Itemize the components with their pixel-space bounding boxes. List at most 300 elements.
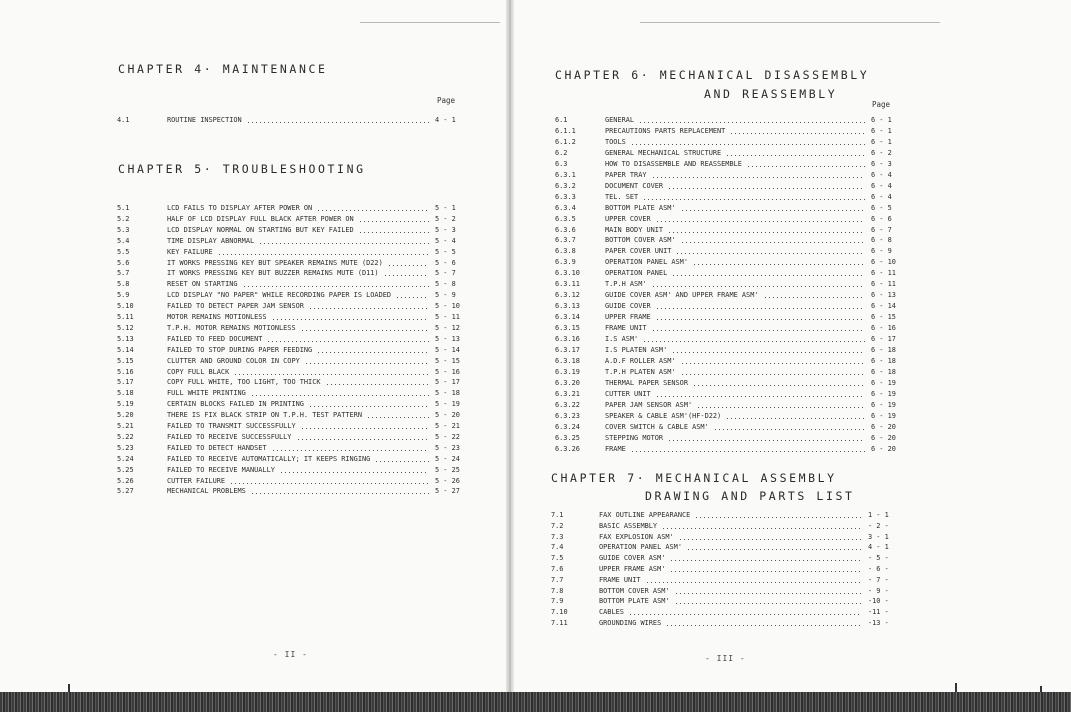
toc-entry-page: - 6 -: [868, 565, 889, 573]
toc-leader-dots: [644, 199, 865, 200]
toc-entry-title: GENERAL MECHANICAL STRUCTURE: [605, 148, 722, 157]
toc-entry: [555, 334, 901, 345]
toc-leader-dots: [682, 242, 865, 243]
toc-entry-title: DOCUMENT COVER: [605, 181, 664, 190]
toc-entry-title: SPEAKER & CABLE ASM'(HF-D22): [605, 411, 722, 420]
toc-entry-number: 6.3.6: [555, 225, 576, 234]
toc-leader-dots: [385, 275, 429, 276]
toc-entry-page: 6 - 18: [871, 345, 896, 354]
toc-entry: [117, 476, 465, 487]
toc-entry-page: 6 - 13: [871, 291, 896, 300]
toc-entry-page: 5 - 22: [435, 432, 460, 441]
toc-entry-page: - 7 -: [868, 575, 889, 584]
toc-entry-number: 6.3.5: [555, 214, 576, 223]
chapter-4-heading: CHAPTER 4· MAINTENANCE: [118, 62, 328, 76]
toc-entry-number: 7.2: [551, 521, 564, 530]
toc-leader-dots: [682, 374, 865, 375]
toc-entry-title: GENERAL: [605, 116, 635, 124]
toc-entry-number: 5.5: [117, 247, 130, 256]
toc-entry: [555, 345, 901, 356]
toc-entry-number: 7.11: [551, 619, 568, 627]
toc-leader-dots: [310, 406, 429, 407]
toc-entry: [555, 433, 901, 444]
toc-leader-dots: [682, 363, 865, 364]
toc-entry-page: 5 - 2: [435, 214, 456, 223]
toc-entry-title: KEY FAILURE: [167, 247, 213, 256]
toc-entry-title: GUIDE COVER ASM': [599, 554, 666, 563]
toc-entry-page: 6 - 19: [871, 400, 896, 409]
toc-entry-page: 5 - 26: [435, 476, 460, 485]
toc-entry-title: BOTTOM COVER ASM': [599, 586, 670, 595]
toc-entry: [117, 258, 465, 269]
toc-leader-dots: [698, 407, 865, 408]
toc-leader-dots: [669, 232, 865, 233]
toc-entry: [551, 607, 898, 618]
page-column-header: Page: [437, 96, 456, 105]
toc-entry: [551, 532, 898, 543]
toc-entry-title: CUTTER UNIT: [605, 389, 651, 398]
toc-entry: [117, 279, 465, 290]
toc-leader-dots: [644, 341, 865, 342]
chapter-7-subheading: DRAWING AND PARTS LIST: [645, 489, 855, 503]
toc-entry-page: 5 - 15: [435, 356, 460, 365]
toc-leader-dots: [680, 539, 862, 540]
toc-entry: [117, 334, 465, 345]
toc-entry: [551, 521, 898, 532]
toc-entry: [555, 235, 901, 246]
toc-entry-title: FAILED TO RECEIVE MANUALLY: [167, 465, 275, 474]
toc-entry-title: CUTTER FAILURE: [167, 476, 226, 485]
toc-entry-number: 4.1: [117, 116, 130, 124]
toc-leader-dots: [281, 472, 429, 473]
toc-entry: [117, 214, 465, 225]
toc-entry-title: MAIN BODY UNIT: [605, 225, 664, 234]
toc-entry-page: 6 - 11: [871, 269, 896, 278]
toc-entry-page: 6 - 17: [871, 335, 896, 343]
toc-leader-dots: [731, 133, 865, 134]
toc-entry-page: 5 - 9: [435, 291, 456, 300]
toc-entry: [117, 486, 465, 497]
toc-entry-number: 5.20: [117, 411, 134, 420]
toc-entry-title: I.S ASM': [605, 335, 639, 343]
toc-leader-dots: [676, 593, 862, 594]
toc-entry: [117, 388, 465, 399]
toc-entry-number: 5.24: [117, 454, 134, 463]
toc-entry-title: MOTOR REMAINS MOTIONLESS: [167, 313, 267, 321]
toc-leader-dots: [327, 384, 429, 385]
toc-entry: [555, 181, 901, 192]
toc-entry-title: UPPER FRAME ASM': [599, 565, 666, 573]
toc-entry: [555, 356, 901, 367]
toc-entry-page: - 5 -: [868, 554, 889, 563]
toc-entry-number: 5.17: [117, 378, 134, 387]
toc-entry-number: 7.10: [551, 608, 568, 617]
toc-entry-page: 6 - 15: [871, 313, 896, 322]
toc-entry-number: 6.3.19: [555, 367, 580, 376]
toc-entry-page: 6 - 1: [871, 126, 892, 135]
toc-entry-number: 6.3.11: [555, 280, 580, 289]
toc-entry-number: 5.11: [117, 313, 134, 321]
toc-leader-dots: [248, 122, 429, 123]
toc-entry: [555, 225, 901, 236]
toc-entry: [551, 618, 898, 629]
toc-entry-title: TIME DISPLAY ABNORMAL: [167, 236, 255, 245]
toc-entry-title: MECHANICAL PROBLEMS: [167, 487, 246, 496]
toc-entry-page: 6 - 3: [871, 159, 892, 168]
toc-leader-dots: [310, 308, 429, 309]
toc-entry-page: 6 - 10: [871, 258, 896, 267]
toc-leader-dots: [653, 177, 866, 178]
toc-entry: [555, 268, 901, 279]
toc-leader-dots: [688, 549, 862, 550]
toc-entry-title: PAPER TRAY: [605, 170, 647, 179]
toc-entry-number: 5.1: [117, 204, 130, 212]
toc-entry-title: FAILED TO DETECT HANDSET: [167, 443, 267, 452]
toc-entry-title: GUIDE COVER: [605, 302, 651, 311]
toc-entry-title: FRAME UNIT: [599, 575, 641, 584]
toc-entry-number: 5.26: [117, 476, 134, 485]
toc-leader-dots: [219, 254, 429, 255]
toc-entry-number: 7.5: [551, 554, 564, 563]
toc-entry-page: 5 - 11: [435, 313, 460, 321]
chapter-6-subheading: AND REASSEMBLY: [704, 87, 838, 101]
toc-entry-title: THERMAL PAPER SENSOR: [605, 378, 688, 387]
toc-leader-dots: [694, 385, 865, 386]
toc-leader-dots: [397, 297, 429, 298]
toc-entry-title: COVER SWITCH & CABLE ASM': [605, 422, 709, 431]
toc-leader-dots: [235, 374, 429, 375]
toc-entry-number: 5.3: [117, 225, 130, 234]
toc-leader-dots: [318, 352, 429, 353]
page-column-header: Page: [872, 100, 891, 109]
toc-entry: [551, 510, 898, 521]
toc-leader-dots: [671, 560, 862, 561]
toc-entry-page: 6 - 11: [871, 280, 896, 289]
toc-entry: [117, 356, 465, 367]
toc-entry-number: 7.9: [551, 597, 564, 606]
toc-entry: [555, 378, 901, 389]
toc-entry-title: FAILED TO DETECT PAPER JAM SENSOR: [167, 302, 304, 311]
toc-entry-page: 5 - 14: [435, 345, 460, 354]
toc-entry-number: 6.3.20: [555, 378, 580, 387]
toc-entry-title: BOTTOM PLATE ASM': [605, 203, 676, 212]
toc-entry-number: 5.9: [117, 291, 130, 300]
toc-entry-title: IT WORKS PRESSING KEY BUT SPEAKER REMAINS MUTE (D22): [167, 258, 383, 267]
chapter-7-heading: CHAPTER 7· MECHANICAL ASSEMBLY: [551, 471, 837, 485]
toc-leader-dots: [640, 122, 865, 123]
toc-leader-dots: [252, 395, 429, 396]
toc-entry-page: -10 -: [868, 597, 889, 606]
toc-entry-page: 6 - 19: [871, 389, 896, 398]
toc-entry-number: 5.8: [117, 280, 130, 289]
toc-entry-number: 5.18: [117, 389, 134, 398]
toc-leader-dots: [669, 188, 865, 189]
toc-entry: [117, 247, 465, 258]
toc-entry: [555, 389, 901, 400]
toc-leader-dots: [630, 614, 862, 615]
page-number-footer: - III -: [705, 654, 746, 663]
toc-entry: [551, 553, 898, 564]
top-rule: [640, 22, 940, 23]
toc-entry-title: T.P.H PLATEN ASM': [605, 367, 676, 376]
toc-entry-number: 7.3: [551, 532, 564, 541]
toc-entry-title: TOOLS: [605, 137, 626, 146]
toc-leader-dots: [676, 603, 862, 604]
toc-entry-number: 6.3.9: [555, 258, 576, 267]
toc-leader-dots: [318, 210, 429, 211]
scan-edge: [0, 692, 1071, 712]
toc-leader-dots: [632, 144, 865, 145]
toc-entry: [555, 246, 901, 257]
toc-leader-dots: [653, 330, 866, 331]
toc-entry-page: 5 - 24: [435, 454, 460, 463]
toc-leader-dots: [657, 308, 865, 309]
toc-leader-dots: [727, 418, 865, 419]
toc-entry: [555, 170, 901, 181]
toc-entry-title: BOTTOM PLATE ASM': [599, 597, 670, 606]
toc-entry-page: -13 -: [868, 619, 889, 627]
toc-entry: [117, 399, 465, 410]
toc-leader-dots: [657, 221, 865, 222]
toc-entry-number: 5.4: [117, 236, 130, 245]
toc-entry-page: 5 - 23: [435, 443, 460, 452]
toc-entry-page: 6 - 19: [871, 378, 896, 387]
toc-leader-dots: [671, 571, 862, 572]
scan-mark: [1040, 686, 1042, 692]
toc-entry-page: 6 - 1: [871, 137, 892, 146]
toc-entry: [555, 411, 901, 422]
toc-entry-number: 6.3.10: [555, 269, 580, 278]
toc-entry: [555, 203, 901, 214]
toc-entry-page: 5 - 1: [435, 204, 456, 212]
toc-leader-dots: [268, 341, 429, 342]
toc-entry: [555, 159, 901, 170]
scan-mark: [955, 683, 957, 692]
toc-leader-dots: [653, 286, 866, 287]
toc-entry-title: T.P.H ASM': [605, 280, 647, 289]
toc-leader-dots: [765, 297, 865, 298]
toc-entry-page: 6 - 18: [871, 356, 896, 365]
toc-entry: [555, 312, 901, 323]
toc-entry-page: 5 - 3: [435, 225, 456, 234]
toc-entry-number: 7.8: [551, 586, 564, 595]
toc-entry-number: 7.1: [551, 511, 564, 519]
toc-entry: [551, 575, 898, 586]
page-number-footer: - II -: [273, 650, 308, 659]
toc-entry: [555, 400, 901, 411]
toc-entry-title: FULL WHITE PRINTING: [167, 389, 246, 398]
toc-entry: [555, 115, 901, 126]
toc-leader-dots: [669, 440, 865, 441]
toc-entry-number: 6.3.23: [555, 411, 580, 420]
toc-entry: [117, 203, 465, 214]
toc-entry-page: 5 - 17: [435, 378, 460, 387]
toc-entry-page: 5 - 8: [435, 280, 456, 289]
toc-entry-number: 6.1.1: [555, 126, 576, 135]
toc-entry-page: 6 - 4: [871, 181, 892, 190]
toc-entry-title: RESET ON STARTING: [167, 280, 238, 289]
toc-entry-title: T.P.H. MOTOR REMAINS MOTIONLESS: [167, 323, 296, 332]
toc-entry-page: 6 - 8: [871, 236, 892, 245]
toc-entry-title: THERE IS FIX BLACK STRIP ON T.P.H. TEST PATTERN: [167, 411, 362, 420]
toc-entry-number: 5.13: [117, 334, 134, 343]
scan-mark: [68, 684, 70, 692]
toc-entry: [551, 542, 898, 553]
toc-entry-number: 5.12: [117, 323, 134, 332]
toc-entry-page: - 9 -: [868, 586, 889, 595]
toc-entry-title: I.S PLATEN ASM': [605, 345, 668, 354]
toc-entry-page: 6 - 20: [871, 422, 896, 431]
toc-leader-dots: [306, 363, 429, 364]
toc-entry-title: COPY FULL BLACK: [167, 367, 230, 376]
toc-entry: [117, 410, 465, 421]
toc-entry: [555, 444, 901, 455]
toc-entry: [117, 432, 465, 443]
toc-entry-page: -11 -: [868, 608, 889, 617]
toc-entry-title: LCD DISPLAY "NO PAPER" WHILE RECORDING PAPER IS LOADED: [167, 291, 392, 300]
toc-entry-title: FRAME UNIT: [605, 324, 647, 333]
toc-entry-page: 6 - 1: [871, 116, 892, 124]
toc-leader-dots: [252, 493, 429, 494]
toc-entry: [117, 465, 465, 476]
toc-entry: [117, 301, 465, 312]
toc-entry-title: FAILED TO RECEIVE AUTOMATICALLY; IT KEEPS RINGING: [167, 454, 371, 463]
toc-entry-title: GUIDE COVER ASM' AND UPPER FRAME ASM': [605, 291, 759, 300]
toc-entry-page: 1 - 1: [868, 511, 889, 519]
toc-leader-dots: [657, 396, 865, 397]
toc-entry-page: 6 - 18: [871, 367, 896, 376]
toc-entry-title: A.D.F ROLLER ASM': [605, 356, 676, 365]
toc-entry: [555, 214, 901, 225]
toc-leader-dots: [273, 319, 429, 320]
toc-entry-number: 5.6: [117, 258, 130, 267]
toc-entry: [555, 323, 901, 334]
toc-entry-page: 6 - 20: [871, 444, 896, 453]
toc-entry: [555, 192, 901, 203]
toc-leader-dots: [302, 330, 429, 331]
toc-entry-title: FAX OUTLINE APPEARANCE: [599, 511, 691, 519]
toc-entry-number: 6.3.1: [555, 170, 576, 179]
toc-entry: [551, 564, 898, 575]
toc-entry-number: 6.3.21: [555, 389, 580, 398]
toc-entry-number: 6.3.18: [555, 356, 580, 365]
toc-entry: [555, 126, 901, 137]
toc-leader-dots: [389, 265, 429, 266]
toc-entry-number: 6.3.13: [555, 302, 580, 311]
toc-entry-page: 6 - 2: [871, 148, 892, 157]
toc-entry: [117, 236, 465, 247]
toc-leader-dots: [667, 625, 862, 626]
toc-entry-title: TEL. SET: [605, 192, 639, 201]
toc-entry: [117, 367, 465, 378]
toc-entry-title: PAPER JAM SENSOR ASM': [605, 400, 693, 409]
toc-entry-title: PAPER COVER UNIT: [605, 247, 672, 256]
toc-entry-page: 6 - 7: [871, 225, 892, 234]
toc-entry-title: PRECAUTIONS PARTS REPLACEMENT: [605, 126, 726, 135]
toc-entry-number: 6.3.7: [555, 236, 576, 245]
toc-entry-page: 6 - 6: [871, 214, 892, 223]
toc-entry-page: 5 - 20: [435, 411, 460, 420]
toc-entry-title: OPERATION PANEL ASM': [605, 258, 688, 267]
toc-entry-title: FAX EXPLOSION ASM': [599, 532, 674, 541]
toc-entry-title: CABLES: [599, 608, 624, 617]
toc-leader-dots: [231, 483, 429, 484]
toc-leader-dots: [673, 352, 865, 353]
toc-entry-number: 6.3.8: [555, 247, 576, 256]
toc-entry-page: 6 - 9: [871, 247, 892, 256]
book-spine: [506, 0, 514, 692]
toc-entry-title: OPERATION PANEL ASM': [599, 543, 682, 552]
toc-entry-page: 4 - 1: [868, 543, 889, 552]
toc-entry: [117, 421, 465, 432]
toc-entry: [117, 443, 465, 454]
toc-entry-title: HALF OF LCD DISPLAY FULL BLACK AFTER POWER ON: [167, 214, 354, 223]
toc-entry: [555, 422, 901, 433]
toc-entry-number: 5.14: [117, 345, 134, 354]
chapter-6-heading: CHAPTER 6· MECHANICAL DISASSEMBLY: [555, 68, 870, 82]
toc-entry-title: LCD DISPLAY NORMAL ON STARTING BUT KEY FAILED: [167, 225, 354, 234]
toc-leader-dots: [727, 155, 865, 156]
toc-entry-title: BASIC ASSEMBLY: [599, 521, 658, 530]
toc-entry-title: FAILED TO STOP DURING PAPER FEEDING: [167, 345, 313, 354]
top-rule: [360, 22, 500, 23]
toc-entry: [117, 345, 465, 356]
toc-entry: [555, 367, 901, 378]
toc-leader-dots: [694, 264, 865, 265]
toc-entry-number: 6.3.2: [555, 181, 576, 190]
toc-entry-page: 5 - 27: [435, 487, 460, 496]
toc-entry: [555, 137, 901, 148]
toc-leader-dots: [663, 528, 862, 529]
toc-entry-number: 7.4: [551, 543, 564, 552]
toc-entry: [551, 586, 898, 597]
toc-entry-page: 5 - 21: [435, 422, 460, 430]
toc-entry-title: FAILED TO TRANSMIT SUCCESSFULLY: [167, 422, 296, 430]
toc-entry-number: 6.3.12: [555, 291, 580, 300]
toc-entry-title: FAILED TO RECEIVE SUCCESSFULLY: [167, 432, 292, 441]
toc-entry-number: 6.3.25: [555, 433, 580, 442]
toc-entry-title: UPPER COVER: [605, 214, 651, 223]
toc-entry-page: - 2 -: [868, 521, 889, 530]
toc-leader-dots: [647, 582, 863, 583]
toc-entry-page: 6 - 16: [871, 324, 896, 333]
toc-leader-dots: [696, 517, 862, 518]
toc-entry-title: FAILED TO FEED DOCUMENT: [167, 334, 263, 343]
toc-entry-page: 6 - 5: [871, 203, 892, 212]
toc-entry-number: 5.23: [117, 443, 134, 452]
toc-leader-dots: [360, 221, 429, 222]
toc-leader-dots: [632, 451, 865, 452]
toc-entry-number: 6.1: [555, 116, 568, 124]
toc-entry: [555, 257, 901, 268]
toc-entry: [117, 377, 465, 388]
toc-entry-number: 7.7: [551, 575, 564, 584]
toc-entry-title: UPPER FRAME: [605, 313, 651, 322]
toc-entry-number: 7.6: [551, 565, 564, 573]
toc-entry-page: 5 - 7: [435, 269, 456, 278]
toc-entry-title: FRAME: [605, 444, 626, 453]
toc-entry-page: 5 - 13: [435, 334, 460, 343]
toc-entry: [117, 115, 465, 126]
toc-leader-dots: [677, 253, 865, 254]
toc-entry-number: 6.3.14: [555, 313, 580, 322]
toc-entry-number: 6.1.2: [555, 137, 576, 146]
toc-entry-number: 5.7: [117, 269, 130, 278]
toc-entry-number: 6.3.3: [555, 192, 576, 201]
toc-entry-page: 5 - 5: [435, 247, 456, 256]
toc-entry-number: 6.3.22: [555, 400, 580, 409]
toc-leader-dots: [748, 166, 865, 167]
